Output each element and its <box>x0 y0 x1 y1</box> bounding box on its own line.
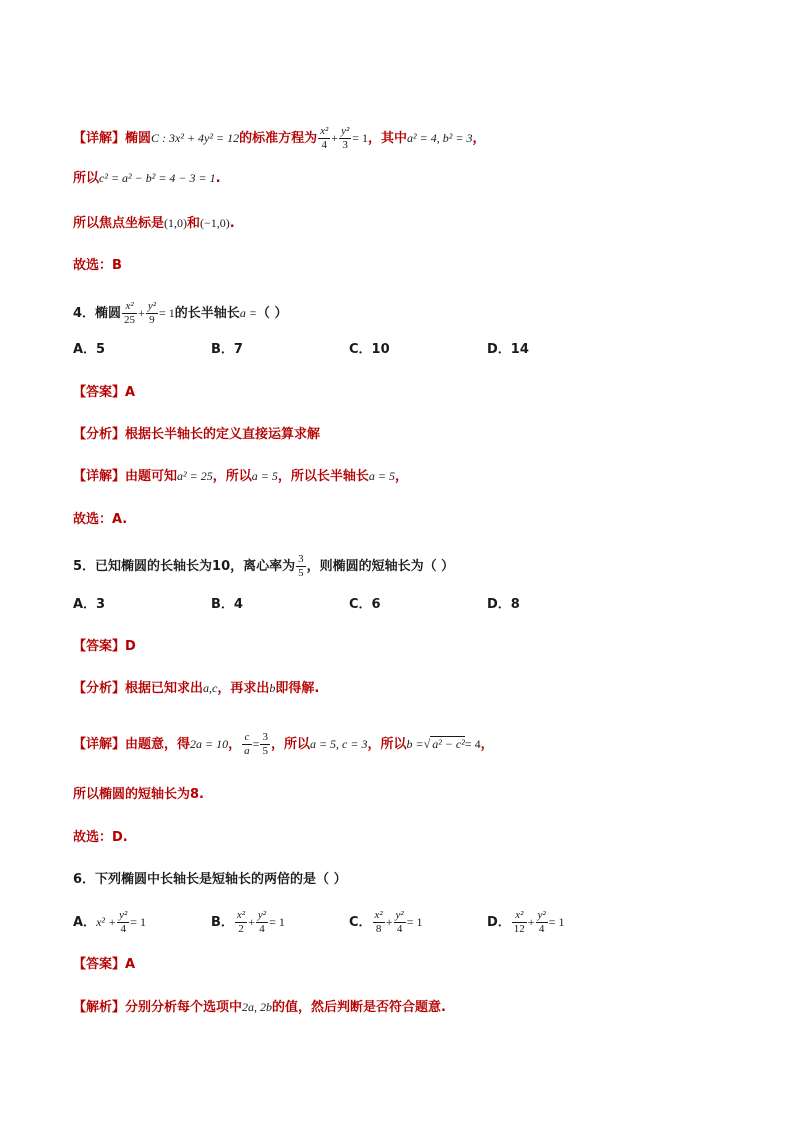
math-ellipse-equation: C : 3x² + 4y² = 12 <box>151 131 240 145</box>
q4-answer: 【答案】A <box>73 385 136 400</box>
plus: + <box>527 915 535 929</box>
q5-option-c[interactable]: C．6 <box>349 597 381 612</box>
fraction <box>235 910 247 935</box>
numerator: x² <box>320 125 329 137</box>
fraction <box>512 910 527 935</box>
option-label: A． <box>73 915 97 930</box>
numerator: y² <box>257 909 267 921</box>
text: 的值，然后判断是否符合题意. <box>272 1000 446 1015</box>
fraction-c-a <box>242 732 252 757</box>
text: 5．已知椭圆的长轴长为10，离心率为 <box>73 559 296 574</box>
focus-line <box>73 217 235 230</box>
q4-detail <box>73 470 408 483</box>
math-2a-2b: 2a, 2b <box>242 1000 273 1014</box>
math-a2-b2: a² = 4, b² = 3 <box>407 131 473 145</box>
math-point-1: (1,0) <box>164 216 188 230</box>
fraction <box>536 910 548 935</box>
denominator: 5 <box>298 567 304 579</box>
text: . <box>229 216 235 231</box>
numerator: 3 <box>298 553 304 565</box>
equals-one: = 1 <box>159 306 175 320</box>
equals-one: = 1 <box>352 131 369 145</box>
numerator: y² <box>395 909 404 921</box>
text: ， <box>472 131 486 146</box>
numerator: x² <box>374 909 383 921</box>
text: ，所以 <box>270 737 310 752</box>
numerator: y² <box>119 909 128 921</box>
q6-option-c[interactable] <box>349 910 422 935</box>
math-c-squared: c² = a² − b² = 4 − 3 = 1 <box>99 171 216 185</box>
text: ，所以 <box>367 737 407 752</box>
option-label: B． <box>211 915 234 930</box>
text: 4．椭圆 <box>73 306 122 321</box>
denominator: 8 <box>375 923 382 935</box>
text: 由题可知 <box>125 469 178 484</box>
text: （ ） <box>256 306 288 321</box>
equals: = <box>252 737 260 751</box>
q4-option-b[interactable]: B．7 <box>211 342 243 357</box>
fraction-3-5 <box>296 554 306 579</box>
q4-analysis: 【分析】根据长半轴长的定义直接运算求解 <box>73 427 321 442</box>
math-a2-25: a² = 25 <box>177 469 213 483</box>
fraction-y2-3 <box>339 126 351 151</box>
denominator: 12 <box>513 923 525 935</box>
text: 即得解. <box>275 681 320 696</box>
q5-choose: 故选：D. <box>73 830 128 845</box>
equals-one: = 1 <box>406 915 423 929</box>
text: 所以焦点坐标是 <box>73 216 165 231</box>
detail-tag: 【详解】 <box>73 469 126 484</box>
numerator: y² <box>341 125 350 137</box>
q5-analysis <box>73 682 319 695</box>
denominator: 4 <box>321 139 327 151</box>
analysis-tag: 【分析】 <box>73 681 126 696</box>
math-equals-4: = 4 <box>464 737 481 751</box>
q6-option-a[interactable] <box>73 910 146 935</box>
fraction-x2-4 <box>318 126 330 151</box>
q6-answer: 【答案】A <box>73 957 136 972</box>
denominator: 4 <box>538 923 545 935</box>
option-label: D． <box>487 915 511 930</box>
text: 由题意，得 <box>125 737 191 752</box>
math-a: a = <box>239 306 257 320</box>
q6-option-d[interactable] <box>487 910 565 935</box>
math-a5-c3: a = 5, c = 3 <box>309 737 368 751</box>
text: 根据已知求出 <box>125 681 204 696</box>
math-sqrt-body: a² − c² <box>432 737 465 751</box>
denominator: 4 <box>259 923 265 935</box>
text: ，再求出 <box>217 681 270 696</box>
text: ， <box>228 737 242 752</box>
detail-tag: 【详解】 <box>73 737 126 752</box>
text: . <box>215 171 221 186</box>
q6-analysis <box>73 1001 446 1014</box>
text: ，则椭圆的短轴长为（ ） <box>306 559 455 574</box>
choose-line-1: 故选：B <box>73 258 122 273</box>
fraction-3-5 <box>260 732 270 757</box>
denominator: 4 <box>396 923 403 935</box>
q5-option-a[interactable]: A．3 <box>73 597 106 612</box>
question-5 <box>73 554 454 579</box>
equals-one: = 1 <box>130 915 147 929</box>
equals-one: = 1 <box>548 915 565 929</box>
text: ， <box>394 469 408 484</box>
denominator: a <box>244 745 250 757</box>
q5-option-b[interactable]: B．4 <box>211 597 243 612</box>
c-squared-line <box>73 172 221 185</box>
math: x² + <box>96 915 117 929</box>
question-4: 4．椭圆 $\frac{\text{x²}}{25}$ + $\frac{\text{y²}}{9}$ = 1的长半轴长a =（ ） <box>73 300 288 326</box>
fraction-x2-25 <box>122 301 137 326</box>
equals-one: = 1 <box>269 915 285 929</box>
q4-option-d[interactable]: D．14 <box>487 342 529 357</box>
math-a-c: a,c <box>203 681 218 695</box>
q4-choose: 故选：A. <box>73 512 128 527</box>
q4-option-a[interactable]: A．5 <box>73 342 106 357</box>
fraction-y2-9 <box>146 301 158 326</box>
numerator: x² <box>512 910 527 923</box>
fraction <box>394 910 406 935</box>
denominator: 5 <box>262 745 268 757</box>
q5-answer: 【答案】D <box>73 639 136 654</box>
math-b-equals: b = <box>406 737 424 751</box>
text: 分别分析每个选项中 <box>125 1000 243 1015</box>
fraction <box>256 910 268 935</box>
numerator: x² <box>122 301 137 314</box>
denominator: 9 <box>149 314 155 326</box>
plus: + <box>385 915 393 929</box>
text: 的长半轴长 <box>174 306 240 321</box>
text: ，所以 <box>212 469 252 484</box>
text: ，其中 <box>368 131 408 146</box>
numerator: 3 <box>262 731 268 743</box>
option-label: C． <box>349 915 372 930</box>
math-b: b <box>269 681 276 695</box>
math-a-5: a = 5 <box>251 469 278 483</box>
fraction <box>373 910 385 935</box>
denominator: 4 <box>120 923 126 935</box>
numerator: y² <box>537 909 546 921</box>
numerator: c <box>242 732 252 745</box>
q5-detail: 【详解】由题意，得2a = 10， $\frac{c}{a}$ = $\frac{3}{5}$ ，所以a = 5, c = 3，所以b =√ a² − c²= 4， <box>73 731 494 757</box>
text: 所以 <box>73 171 100 186</box>
text: ， <box>480 737 494 752</box>
q6-option-b[interactable] <box>211 910 285 935</box>
analysis-tag: 【解析】 <box>73 1000 126 1015</box>
denominator: 3 <box>342 139 348 151</box>
plus: + <box>248 915 255 929</box>
detail-tag: 【详解】 <box>73 131 126 146</box>
text: 和 <box>187 216 201 231</box>
numerator: x² <box>236 909 246 921</box>
q4-option-c[interactable]: C．10 <box>349 342 390 357</box>
numerator: y² <box>147 300 157 312</box>
q5-option-d[interactable]: D．8 <box>487 597 520 612</box>
q5-conclusion: 所以椭圆的短轴长为8. <box>73 787 204 802</box>
detail-standard-form-line: 【详解】椭圆C : 3x² + 4y² = 12的标准方程为 $\frac{\text{x²}}{4}$ + $\frac{\text{y²}}{3}$ = 1，其中a² = 4, b² = 3， <box>73 125 486 151</box>
question-6: 6．下列椭圆中长轴长是短轴长的两倍的是（ ） <box>73 872 347 887</box>
text: 的标准方程为 <box>239 131 318 146</box>
fraction <box>117 910 129 935</box>
text: ，所以长半轴长 <box>277 469 369 484</box>
math-2a-10: 2a = 10 <box>190 737 229 751</box>
math-a-5: a = 5 <box>368 469 395 483</box>
text: 椭圆 <box>125 131 152 146</box>
denominator: 25 <box>124 314 136 326</box>
math-point-2: (−1,0) <box>200 216 230 230</box>
denominator: 2 <box>238 923 244 935</box>
